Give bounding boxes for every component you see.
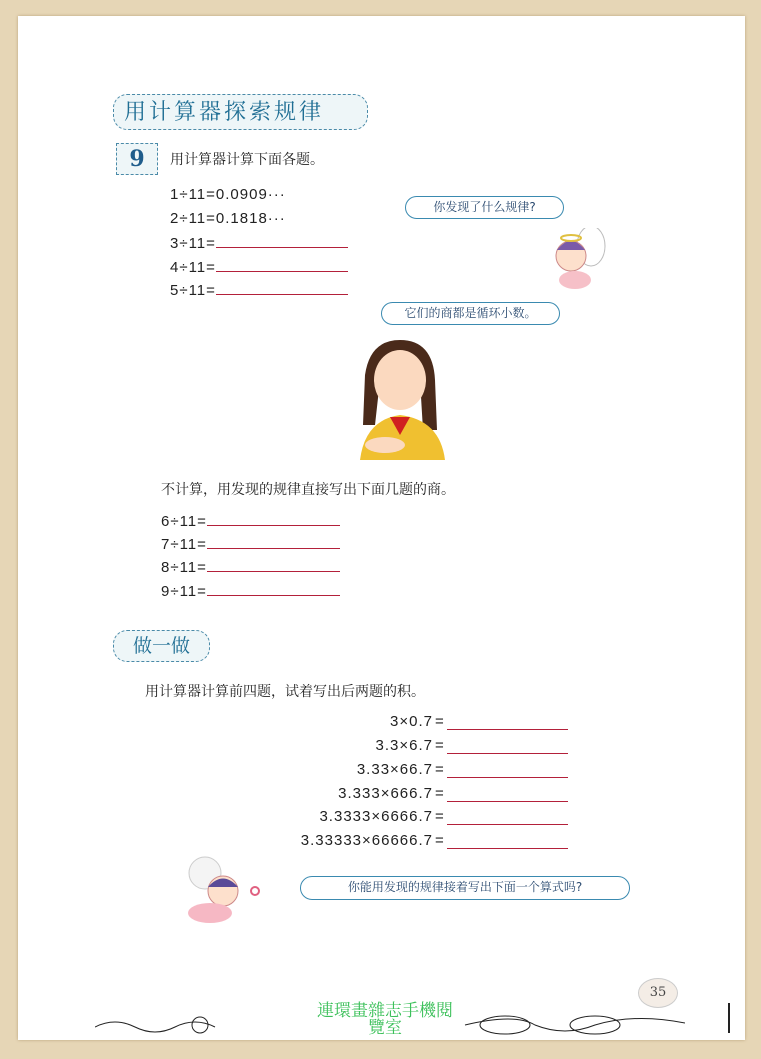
answer-blank[interactable]: [447, 810, 568, 825]
equation-label: 6÷11=: [161, 513, 207, 530]
equation-label: 9÷11=: [161, 583, 207, 600]
product-row: [240, 832, 570, 854]
answer-blank[interactable]: [447, 715, 568, 730]
angel-illustration: [545, 228, 607, 292]
given-equation-2: 2÷11=0.1818···: [170, 210, 286, 227]
product-row: [240, 737, 570, 759]
answer-blank[interactable]: [447, 763, 568, 778]
instruction-2: 不计算，用发现的规律直接写出下面几题的商。: [161, 482, 455, 498]
equation-label: 7÷11=: [161, 536, 207, 553]
section-title: 用计算器探索规律: [113, 94, 368, 130]
product-expression: 3×0.7: [390, 713, 433, 730]
answer-blank[interactable]: [207, 557, 340, 572]
blank-equation: [161, 557, 340, 576]
answer-blank[interactable]: [447, 739, 568, 754]
answer-blank[interactable]: [216, 257, 348, 272]
answer-blank[interactable]: [207, 511, 340, 526]
product-row: [240, 713, 570, 735]
equals-sign: =: [435, 808, 445, 825]
speech-bubble-bottom: 你能用发现的规律接着写出下面一个算式吗?: [300, 876, 630, 900]
example-number-badge: 9: [116, 143, 158, 175]
speech-bubble-question: 你发现了什么规律?: [405, 196, 564, 219]
instruction-3: 用计算器计算前四题，试着写出后两题的积。: [145, 684, 425, 700]
product-expression: 3.3×6.7: [375, 737, 433, 754]
girl-illustration: [345, 335, 455, 460]
product-row: [240, 761, 570, 783]
answer-blank[interactable]: [447, 787, 568, 802]
blank-equation: [170, 257, 348, 276]
watermark: 連環畫雜志手機閱 覽室: [317, 1001, 453, 1038]
equation-label: 4÷11=: [170, 259, 216, 276]
given-equation-1: 1÷11=0.0909···: [170, 186, 286, 203]
decorative-border-ornament: [95, 1015, 685, 1035]
answer-blank[interactable]: [447, 834, 568, 849]
equation-label: 3÷11=: [170, 235, 216, 252]
product-row: [240, 785, 570, 807]
equation-label: 8÷11=: [161, 559, 207, 576]
equals-sign: =: [435, 832, 445, 849]
equals-sign: =: [435, 737, 445, 754]
answer-blank[interactable]: [207, 534, 340, 549]
equals-sign: =: [435, 761, 445, 778]
product-row: [240, 808, 570, 830]
margin-line: [728, 1003, 730, 1033]
answer-blank[interactable]: [216, 233, 348, 248]
blank-equation: [161, 511, 340, 530]
answer-blank[interactable]: [207, 581, 340, 596]
blank-equation: [161, 534, 340, 553]
product-expression: 3.333×666.7: [338, 785, 433, 802]
angel-illustration-2: [175, 855, 265, 927]
practice-title: 做一做: [113, 630, 210, 662]
blank-equation: [161, 581, 340, 600]
page-number: 35: [638, 978, 678, 1008]
equals-sign: =: [435, 713, 445, 730]
equation-label: 5÷11=: [170, 282, 216, 299]
product-expression: 3.33333×66666.7: [300, 832, 433, 849]
product-expression: 3.3333×6666.7: [319, 808, 433, 825]
blank-equation: [170, 280, 348, 299]
blank-equation: [170, 233, 348, 252]
answer-blank[interactable]: [216, 280, 348, 295]
equals-sign: =: [435, 785, 445, 802]
speech-bubble-answer: 它们的商都是循环小数。: [381, 302, 560, 325]
product-expression: 3.33×66.7: [356, 761, 433, 778]
instruction-1: 用计算器计算下面各题。: [170, 152, 324, 168]
